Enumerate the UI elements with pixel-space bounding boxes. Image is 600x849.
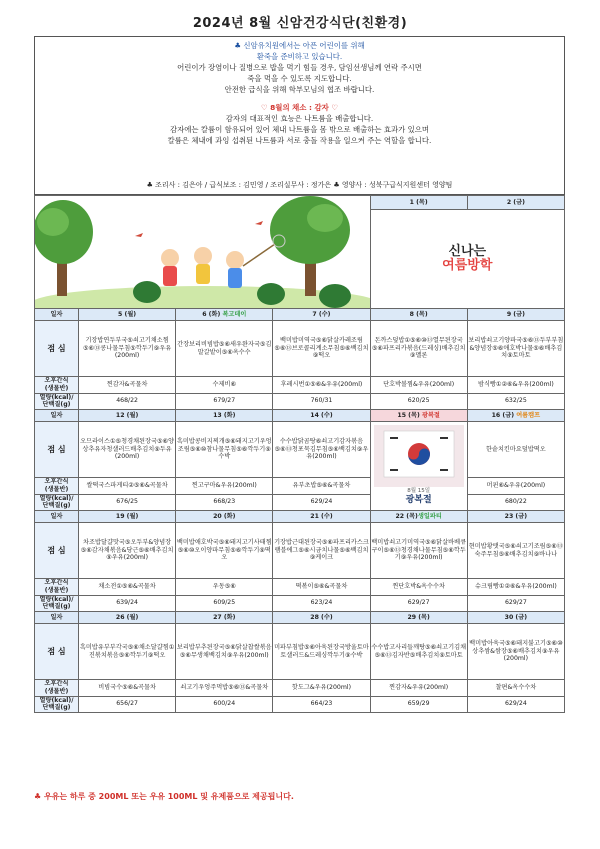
lunch-cell: [273, 523, 370, 579]
menu-item: 한솥: [485, 445, 498, 453]
day-header: 27 (화): [176, 612, 273, 624]
footer-note: ♣ 우유는 하루 중 200ML 또는 우유 100ML 및 유제품으로 제공됩니다.: [34, 792, 294, 801]
menu-item: 깍두기⑨: [135, 344, 160, 352]
menu-item: 깍두기⑨: [247, 445, 271, 453]
day-header: 12 (월): [79, 410, 176, 422]
lunch-cell: [176, 321, 273, 377]
row-label-lunch: 점 심: [35, 422, 79, 478]
menu-item: 두유(200ml): [114, 445, 172, 461]
menu-item: 닭살바베큐구이⑤⑥⑬: [371, 538, 467, 554]
menu-item: 깍두기⑨: [327, 651, 351, 659]
menu-item: 파프리카볶음(드레싱): [382, 344, 442, 352]
notice-line: 어린이가 장염이나 질병으로 밥을 먹기 힘들 경우, 담임선생님께 연락 주시면: [177, 63, 422, 73]
menu-item: 백미밥: [280, 336, 298, 344]
row-label-date: 일자: [35, 410, 79, 422]
menu-item: 흑미밥: [79, 643, 98, 651]
day-header: 2 (금): [467, 196, 564, 210]
day-header: 20 (화): [176, 511, 273, 523]
row-label-lunch: 점 심: [35, 523, 79, 579]
menu-item: 배추김치⑨: [130, 445, 160, 453]
day-header: 6 (화) 복고데이: [176, 309, 273, 321]
row-label-nutrition: 열량(kcal)/ 단백질(g): [35, 595, 79, 612]
nutrition-cell: 679/27: [176, 393, 273, 410]
menu-item: 닭살카레조림⑤⑥⑬: [274, 336, 363, 352]
vegetable-line: 감자의 대표적인 효능은 나트륨을 배출합니다.: [225, 113, 374, 123]
menu-table: [34, 195, 565, 713]
menu-item: 닭곰탕⑥: [297, 437, 322, 445]
menu-item: 무생채: [190, 651, 209, 659]
menu-item: 간장보리비빔밥⑤⑥: [177, 340, 231, 348]
menu-item: 파프리카스크램블에그⑤⑥: [274, 538, 369, 554]
menu-item: 애호박나물⑤⑥: [503, 344, 545, 352]
menu-item: 감자채볶음&당근⑤⑥: [91, 546, 150, 554]
menu-item: 방울토마토샐러드&드레싱: [280, 643, 369, 659]
menu-item: 치킨마요덮밥: [497, 445, 534, 453]
menu-item: 애호박국⑤⑥: [194, 538, 230, 546]
menu-item: 백김치⑨: [338, 445, 363, 453]
menu-item: 깍두기⑨: [241, 546, 265, 554]
notice-line: 안전한 급식을 위해 학부모님의 협조 바랍니다.: [224, 85, 375, 95]
lunch-cell: [467, 624, 564, 680]
menu-item: 토마토: [444, 651, 463, 659]
menu-item: 배추김치⑨: [501, 344, 563, 360]
menu-item: 오두부&양념장⑤⑥: [80, 538, 172, 554]
menu-item: 근대된장국⑤⑥: [292, 538, 333, 546]
day-header: 14 (수): [273, 410, 370, 422]
menu-item: 멜론: [415, 352, 428, 360]
nutrition-cell: 656/27: [79, 696, 176, 713]
menu-item: 달걀맛국⑤: [100, 538, 131, 546]
menu-item: 미역국⑤⑥: [297, 336, 328, 344]
vacation-slogan: 신나는 여름방학: [370, 210, 564, 309]
menu-item: 토마토: [512, 352, 531, 360]
snack-cell: 찐감자&곡물차: [79, 377, 176, 394]
menu-item: 쇠고기채소찜⑤⑥⑬: [83, 336, 169, 352]
snack-cell: 떡볶이⑤⑥&곡물차: [273, 579, 370, 596]
menu-item: 우유(200ml): [232, 651, 269, 659]
lunch-cell: [176, 624, 273, 680]
day-header: 23 (금): [467, 511, 564, 523]
row-label-nutrition: 열량(kcal)/ 단백질(g): [35, 393, 79, 410]
menu-item: 수수밥: [279, 437, 298, 445]
day-header: 22 (목)생일파티: [370, 511, 467, 523]
menu-item: 고사리들깨탕⑤⑥: [389, 643, 437, 651]
notice-line: 죽을 먹을 수 있도록 지도합니다.: [247, 74, 352, 84]
staff-line: ♣ 조리사 : 김은아 / 급식보조 : 김민영 / 조리실무사 : 정가은 ♣ 영양사 : 성북구급식지원센터 영양팀: [146, 180, 453, 189]
lunch-cell: [273, 624, 370, 680]
snack-cell: 찐단호박&옥수수차: [370, 579, 467, 596]
day-header: 1 (목): [370, 196, 467, 210]
menu-item: 우유(200ml): [111, 554, 149, 562]
menu-item: 우유(200ml): [114, 344, 172, 360]
menu-item: 두부부침&양념장⑤⑥: [469, 336, 564, 352]
snack-cell: 채소전①⑤⑥&곡물차: [79, 579, 176, 596]
day-header: 7 (수): [273, 309, 370, 321]
menu-item: 옥수수: [232, 348, 251, 356]
menu-item: 깍두기⑨: [394, 546, 466, 562]
vegetable-title: ♡ 8월의 채소 : 감자 ♡: [260, 102, 339, 112]
menu-item: 연두부국⑤: [103, 336, 133, 344]
snack-cell: 수제비⑥: [176, 377, 273, 394]
menu-item: 흑미밥: [176, 437, 195, 445]
nutrition-cell: 609/25: [176, 595, 273, 612]
menu-item: 오므라이스①⑤: [80, 437, 122, 445]
menu-item: 아욱된장국: [315, 643, 345, 651]
menu-item: 배추김치⑨: [409, 344, 466, 360]
holiday-name: 광복절: [405, 495, 432, 506]
day-header: 15 (목) 광복절: [370, 410, 467, 422]
menu-item: 닭살찹쌀볶음⑤⑥: [179, 643, 272, 659]
lunch-cell: [176, 422, 273, 478]
lunch-cell: [79, 523, 176, 579]
day-header: 19 (월): [79, 511, 176, 523]
snack-cell: 밤식빵①②⑥&우유(200ml): [467, 377, 564, 394]
lunch-cell: [370, 523, 467, 579]
nutrition-cell: 639/24: [79, 595, 176, 612]
day-header: 29 (목): [370, 612, 467, 624]
menu-item: 김자반⑤: [391, 651, 416, 659]
menu-item: 백미밥: [469, 639, 488, 647]
menu-item: 우유(200ml): [306, 445, 369, 461]
snack-cell: 머핀⑥&우유(200ml): [467, 478, 564, 495]
menu-item: 떡오: [533, 445, 546, 453]
row-label-nutrition: 열량(kcal)/ 단백질(g): [35, 696, 79, 713]
menu-item: 케이크: [315, 554, 334, 562]
nutrition-cell: 620/25: [370, 393, 467, 410]
lunch-cell: [79, 422, 176, 478]
menu-item: 백김치⑨: [208, 651, 233, 659]
menu-item: 보리밥: [176, 643, 195, 651]
menu-item: 쇠고기양파국⑤⑥⑬: [486, 336, 540, 344]
menu-item: 깍두기⑨: [129, 651, 154, 659]
snack-cell: 찰편&옥수수차: [467, 680, 564, 697]
snack-cell: 핫도그&우유(200ml): [273, 680, 370, 697]
lunch-cell: [370, 624, 467, 680]
menu-item: 보리밥: [468, 336, 487, 344]
menu-item: 콩나물무침⑤: [100, 344, 136, 352]
nutrition-cell: 629/27: [467, 595, 564, 612]
menu-item: 돈까스덮밥①⑤⑥⑩⑬: [374, 336, 433, 344]
day-header: 5 (월): [79, 309, 176, 321]
row-label-nutrition: 열량(kcal)/ 단백질(g): [35, 494, 79, 511]
menu-item: 김말갈밭이⑤⑥: [197, 340, 272, 356]
snack-cell: 비빔국수⑤⑥&곡물차: [79, 680, 176, 697]
lunch-cell: [467, 422, 564, 478]
nutrition-cell: 632/25: [467, 393, 564, 410]
menu-item: 쇠고기조림⑤⑥⑬: [515, 542, 563, 550]
day-header: 13 (화): [176, 410, 273, 422]
menu-item: 백김치⑨: [309, 546, 369, 562]
nutrition-cell: 629/24: [273, 494, 370, 511]
row-label-snack: 오후간식 (생물반): [35, 478, 79, 495]
menu-item: 오이양파무침⑤⑥: [194, 546, 242, 554]
menu-item: 돼지고기우엉조림⑤⑥⑩: [177, 437, 272, 453]
menu-item: 우유(200ml): [406, 554, 443, 562]
nutrition-cell: 629/27: [370, 595, 467, 612]
event-label: 광복절: [421, 411, 440, 419]
snack-cell: 단호박볼찜&우유(200ml): [370, 377, 467, 394]
event-label: 생일파티: [417, 512, 442, 520]
menu-item: 부추된장국⑤⑥: [194, 643, 236, 651]
menu-item: 새우완자국⑤: [230, 340, 266, 348]
menu-item: 콩비지찌개⑤⑥: [194, 437, 236, 445]
menu-item: 기장밥: [85, 336, 104, 344]
day-header: 30 (금): [467, 612, 564, 624]
lunch-cell: [273, 321, 370, 377]
menu-item: 떡오: [153, 651, 166, 659]
menu-item: 현미밥: [468, 542, 487, 550]
lunch-cell: [79, 321, 176, 377]
snack-cell: 우동⑤⑥: [176, 579, 273, 596]
snack-cell: 후레시번①⑤⑥&우유(200ml): [273, 377, 370, 394]
nutrition-cell: 760/31: [273, 393, 370, 410]
snack-cell: 유부초밥⑤⑥&곡물차: [273, 478, 370, 495]
day-header: 26 (월): [79, 612, 176, 624]
menu-item: 상추쌈&쌈장⑤⑥: [472, 647, 519, 655]
page-title: 2024년 8월 신암건강식단(친환경): [192, 16, 408, 31]
nutrition-cell: 468/22: [79, 393, 176, 410]
notice-box: [34, 36, 565, 195]
row-label-snack: 오후간식 (생물반): [35, 680, 79, 697]
snack-cell: 쇠고기우엉주먹밥⑤⑥⑬&곡물차: [176, 680, 273, 697]
nutrition-cell: 680/22: [467, 494, 564, 511]
nutrition-cell: 664/23: [273, 696, 370, 713]
menu-item: 배추김치⑨: [415, 651, 445, 659]
menu-item: 시금치나물⑤⑥: [309, 546, 351, 554]
snack-cell: 찐감자&우유(200ml): [370, 680, 467, 697]
vegetable-line: 칼륨은 체내에 과잉 섭취된 나트륨과 서로 충돌 작용을 일으켜 주는 역할을 합니다.: [167, 135, 432, 145]
menu-item: 배추김치⑨: [106, 546, 174, 562]
nutrition-cell: 668/23: [176, 494, 273, 511]
day-header: 28 (수): [273, 612, 370, 624]
row-label-date: 일자: [35, 612, 79, 624]
menu-item: 수수밥: [371, 643, 390, 651]
lunch-cell: [370, 321, 467, 377]
menu-item: 브로콜리계소무침⑤⑥: [291, 344, 351, 352]
day-header: 8 (목): [370, 309, 467, 321]
day-header: 16 (금) 여름캠프: [467, 410, 564, 422]
menu-item: 참나물무침⑤⑥: [206, 445, 248, 453]
menu-item: 미파부침밥⑤⑥: [274, 643, 316, 651]
menu-item: 돼지고기사태찜⑤⑥⑩: [177, 538, 272, 554]
menu-item: 백미밥: [371, 538, 390, 546]
nutrition-cell: 676/25: [79, 494, 176, 511]
day-header: 21 (수): [273, 511, 370, 523]
menu-item: 진볶치볶음⑤⑥: [88, 651, 130, 659]
menu-item: 돼지불고기⑤⑥⑩: [516, 639, 563, 647]
event-label: 복고데이: [222, 310, 247, 318]
snack-cell: 찐고구마&우유(200ml): [176, 478, 273, 495]
menu-item: 차조밥: [83, 538, 101, 546]
row-label-snack: 오후간식 (생물반): [35, 579, 79, 596]
summer-kids-illustration: [35, 196, 371, 309]
menu-item: 아욱국⑤⑥: [487, 639, 517, 647]
row-label-lunch: 점 심: [35, 624, 79, 680]
menu-item: 백미밥: [176, 538, 195, 546]
menu-item: 배추김치⑨: [509, 550, 540, 558]
menu-item: 청포묵김무침⑤⑥: [291, 445, 339, 453]
menu-item: 수박: [218, 453, 231, 461]
row-label-lunch: 점 심: [35, 321, 79, 377]
menu-item: 쇠고기김채⑤⑥⑬: [374, 643, 467, 659]
nutrition-cell: 659/29: [370, 696, 467, 713]
menu-item: 백김치⑨: [312, 344, 369, 360]
menu-item: 우유(200ml): [503, 647, 560, 663]
holiday-date: 8월 15일: [407, 488, 431, 495]
menu-item: 쇠고기감자볶음⑤⑥⑬: [274, 437, 364, 453]
row-label-snack: 오후간식 (생물반): [35, 377, 79, 394]
menu-item: 황탯국⑤⑥: [486, 542, 516, 550]
menu-item: 양상추유자청샐러드: [82, 437, 175, 453]
row-label-date: 일자: [35, 511, 79, 523]
menu-item: 떡오: [221, 546, 271, 562]
snack-cell: 슈크림빵①②⑥&우유(200ml): [467, 579, 564, 596]
menu-item: 청경채나물무침⑤⑥: [400, 546, 454, 554]
event-label: 여름캠프: [516, 411, 541, 419]
menu-item: 떡오: [318, 352, 331, 360]
notice-line: ♣ 신암유치원에서는 아픈 어린이를 위해: [234, 41, 365, 50]
nutrition-cell: 623/24: [273, 595, 370, 612]
lunch-cell: [273, 422, 370, 478]
menu-item: 채소달걀찜①: [138, 643, 175, 651]
vegetable-line: 감자에는 칼륨이 함유되어 있어 체내 나트륨을 몸 밖으로 배출하는 효과가 있으며: [169, 124, 430, 134]
nutrition-cell: 629/24: [467, 696, 564, 713]
menu-item: 기장밥: [274, 538, 292, 546]
menu-item: 쇠고기미역국⑤⑥: [389, 538, 437, 546]
day-header: 9 (금): [467, 309, 564, 321]
menu-item: 숙주무침⑤⑥: [474, 550, 510, 558]
row-label-date: 일자: [35, 309, 79, 321]
menu-item: 청경채된장국⑤⑥: [121, 437, 169, 445]
lunch-cell: [467, 321, 564, 377]
nutrition-cell: 600/24: [176, 696, 273, 713]
menu-item: 바나나: [539, 550, 558, 558]
holiday-illustration: [370, 422, 467, 511]
snack-cell: 쌀떡국스파게티②⑤⑥&곡물차: [79, 478, 176, 495]
menu-item: 열무된장국⑤⑥: [371, 336, 463, 352]
menu-item: 수박: [350, 651, 363, 659]
lunch-cell: [176, 523, 273, 579]
notice-line: 환죽을 준비하고 있습니다.: [256, 52, 343, 62]
menu-item: 배추김치⑨: [518, 647, 548, 655]
lunch-cell: [79, 624, 176, 680]
menu-item: 유부부각국⑤⑥: [97, 643, 139, 651]
lunch-cell: [467, 523, 564, 579]
